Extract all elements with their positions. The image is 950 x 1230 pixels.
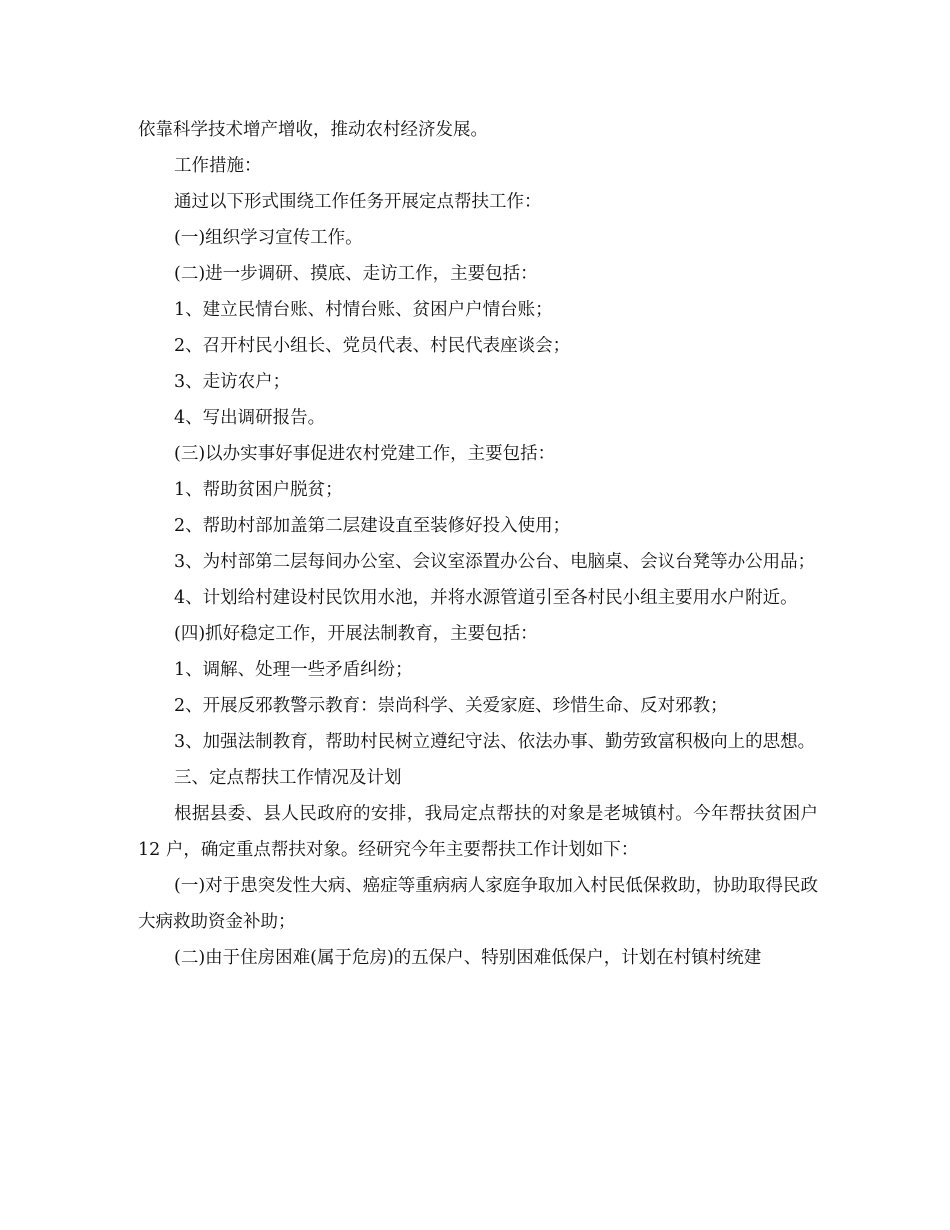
- paragraph: 2、帮助村部加盖第二层建设直至装修好投入使用；: [174, 516, 571, 536]
- paragraph: (四)抓好稳定工作，开展法制教育，主要包括：: [174, 624, 538, 644]
- paragraph: 1、建立民情台账、村情台账、贫困户户情台账；: [174, 300, 553, 320]
- paragraph: 根据县委、县人民政府的安排，我局定点帮扶的对象是老城镇村。今年帮扶贫困户 12 户，确定重点帮扶对象。经研究今年主要帮扶工作计划如下：: [138, 804, 818, 860]
- paragraph: (一)对于患突发性大病、癌症等重病病人家庭争取加入村民低保救助，协助取得民政大病救助资金补助；: [138, 876, 818, 932]
- paragraph: 1、帮助贫困户脱贫；: [174, 480, 343, 500]
- section-heading: 三、定点帮扶工作情况及计划: [174, 768, 402, 788]
- paragraph: 4、写出调研报告。: [174, 408, 326, 428]
- paragraph: (一)组织学习宣传工作。: [174, 228, 363, 248]
- paragraph: 3、加强法制教育，帮助村民树立遵纪守法、依法办事、勤劳致富积极向上的思想。: [174, 732, 816, 752]
- paragraph: (三)以办实事好事促进农村党建工作，主要包括：: [174, 444, 556, 464]
- paragraph: 3、走访农户；: [174, 372, 291, 392]
- paragraph: 2、开展反邪教警示教育：崇尚科学、关爱家庭、珍惜生命、反对邪教；: [174, 696, 728, 716]
- paragraph: 4、计划给村建设村民饮用水池，并将水源管道引至各村民小组主要用水户附近。: [174, 588, 798, 608]
- document-body: [138, 112, 818, 976]
- paragraph: 2、召开村民小组长、党员代表、村民代表座谈会；: [174, 336, 571, 356]
- paragraph: 3、为村部第二层每间办公室、会议室添置办公台、电脑桌、会议台凳等办公用品；: [174, 552, 816, 572]
- paragraph: 1、调解、处理一些矛盾纠纷；: [174, 660, 413, 680]
- paragraph: 依靠科学技术增产增收，推动农村经济发展。: [138, 120, 488, 140]
- paragraph: (二)进一步调研、摸底、走访工作，主要包括：: [174, 264, 538, 284]
- paragraph: (二)由于住房困难(属于危房)的五保户、特别困难低保户，计划在村镇村统建: [174, 948, 762, 968]
- paragraph: 通过以下形式围绕工作任务开展定点帮扶工作：: [174, 192, 542, 212]
- paragraph: 工作措施：: [174, 156, 262, 176]
